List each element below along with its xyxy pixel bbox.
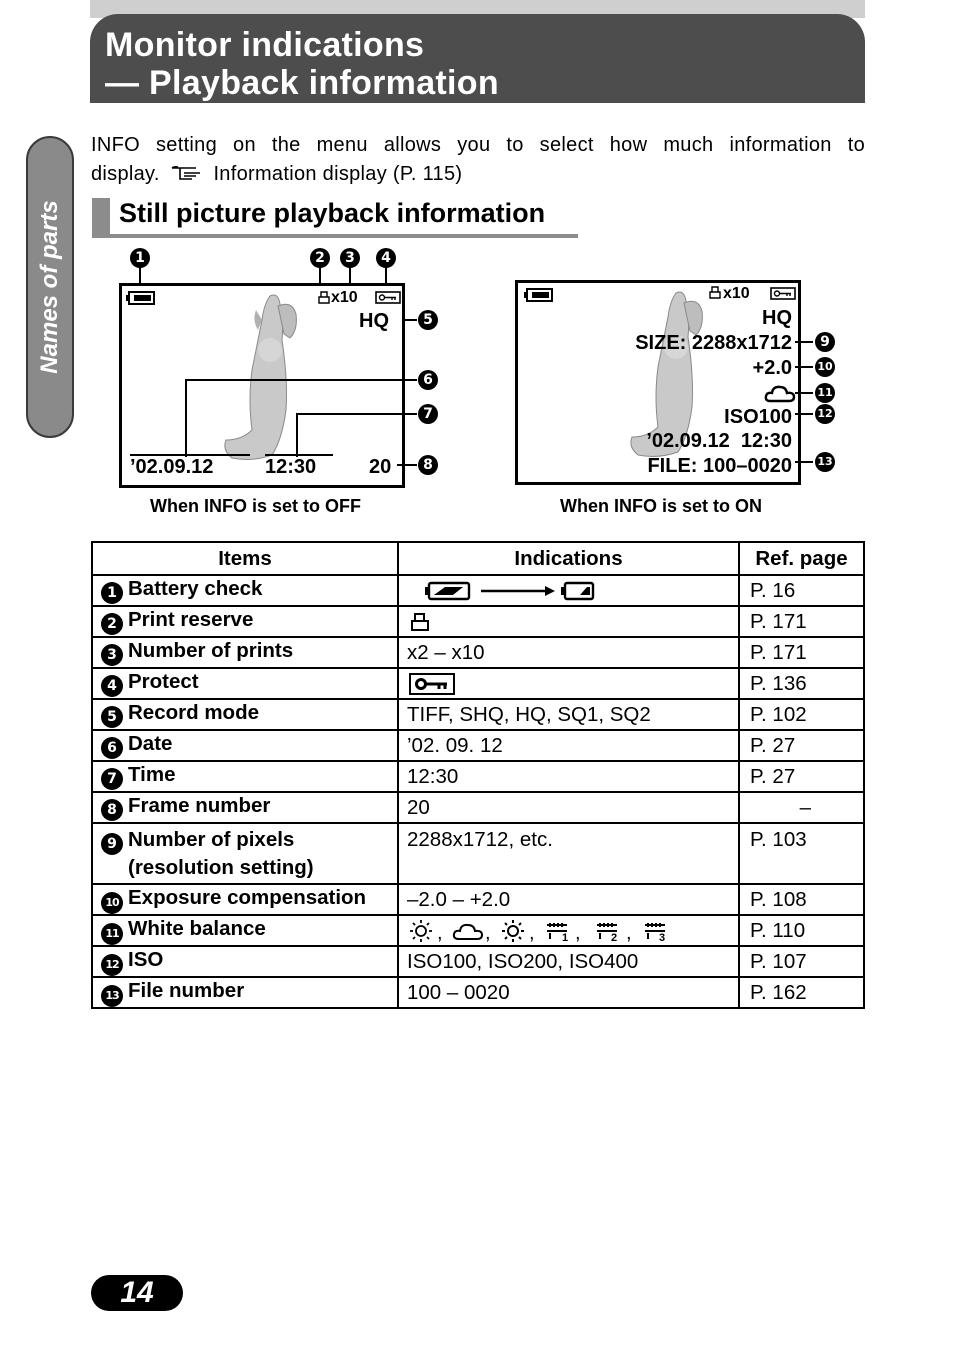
frame-number: 20: [369, 456, 392, 478]
datetime-readout: ’02.09.12 12:30: [646, 430, 792, 452]
page-title-line2: — Playback information: [105, 64, 499, 102]
table-row: [92, 575, 864, 606]
row-indication: 100 – 0020: [398, 977, 739, 1008]
row-ref: P. 171: [739, 637, 864, 668]
row-indication: 20: [398, 792, 739, 823]
row-number: 11: [101, 923, 123, 945]
callout-3: 3: [340, 248, 360, 268]
svg-text:1: 1: [562, 931, 569, 943]
row-indication: 2288x1712, etc.: [398, 823, 739, 884]
callout-8: 8: [418, 455, 438, 475]
sun-icon: [502, 920, 524, 942]
row-indication: TIFF, SHQ, HQ, SQ1, SQ2: [398, 699, 739, 730]
date: ’02.09.12: [130, 456, 214, 478]
print-icon: [409, 611, 431, 633]
header-ref-page: Ref. page: [739, 542, 864, 575]
table-row: [92, 699, 864, 730]
callout-13: 13: [815, 452, 835, 472]
exposure-readout: +2.0: [752, 357, 792, 379]
row-item: Frame number: [128, 794, 271, 817]
table-row: [92, 884, 864, 915]
row-item: Time: [128, 763, 176, 786]
row-item: Protect: [128, 670, 199, 693]
row-item: File number: [128, 978, 245, 1002]
print-count: x10: [331, 289, 358, 306]
page-title-line1: Monitor indications: [105, 26, 425, 64]
white-balance-indication: [398, 915, 739, 946]
record-mode: HQ: [762, 307, 792, 329]
callout-4: 4: [376, 248, 396, 268]
table-row: [92, 946, 864, 977]
svg-text:,: ,: [575, 921, 581, 943]
callout-11: 11: [815, 383, 835, 403]
caption-info-on: When INFO is set to ON: [560, 496, 763, 516]
cloud-icon: [764, 383, 796, 405]
row-ref: P. 162: [739, 977, 864, 1008]
row-item: Battery check: [128, 577, 263, 600]
row-number: 9: [101, 833, 123, 855]
callout-10: 10: [815, 357, 835, 377]
table-row: [92, 637, 864, 668]
svg-text:,: ,: [437, 921, 443, 943]
row-ref: –: [739, 792, 864, 823]
row-number: 8: [101, 799, 123, 821]
row-ref: P. 110: [739, 915, 864, 946]
svg-text:2: 2: [611, 931, 618, 943]
section-marker: [92, 198, 110, 238]
row-indication: –2.0 – +2.0: [398, 884, 739, 915]
row-indication: x2 – x10: [398, 637, 739, 668]
svg-text:,: ,: [485, 921, 491, 943]
table-row: [92, 792, 864, 823]
row-item-line2: (resolution setting): [128, 856, 314, 879]
pointing-hand-icon: [170, 162, 204, 191]
indications-table: [91, 541, 865, 1009]
row-item: Number of prints: [128, 639, 294, 662]
callout-9: 9: [815, 332, 835, 352]
svg-text:,: ,: [626, 921, 632, 943]
svg-text:,: ,: [529, 921, 535, 943]
row-ref: P. 16: [739, 575, 864, 606]
row-ref: P. 102: [739, 699, 864, 730]
row-ref: P. 27: [739, 761, 864, 792]
header-indications: Indications: [398, 542, 739, 575]
row-number: 7: [101, 768, 123, 790]
row-ref: P. 27: [739, 730, 864, 761]
screen-info-on: [515, 280, 801, 485]
row-number: 2: [101, 613, 123, 635]
table-row: [92, 668, 864, 699]
row-number: 3: [101, 644, 123, 666]
row-ref: P. 136: [739, 668, 864, 699]
print-count: x10: [723, 285, 750, 302]
print-reserve-indication: [398, 606, 739, 637]
intro-line2: [91, 160, 462, 191]
size-readout: SIZE: 2288x1712: [635, 332, 792, 354]
section-title: Still picture playback information: [119, 198, 546, 228]
row-item: Print reserve: [128, 608, 254, 631]
row-number: 5: [101, 706, 123, 728]
row-indication: ’02. 09. 12: [398, 730, 739, 761]
battery-low-icon: [561, 583, 593, 599]
header-items: Items: [92, 542, 398, 575]
cloud-icon: [454, 925, 482, 939]
print-icon: [709, 286, 721, 300]
row-indication: 12:30: [398, 761, 739, 792]
row-item: Date: [128, 732, 173, 755]
battery-icon: [524, 288, 554, 302]
row-item: ISO: [128, 947, 164, 971]
fluorescent-3-icon: [645, 923, 665, 943]
callout-lines-off: [119, 245, 449, 485]
battery-indication: [398, 575, 739, 606]
callout-1: 1: [130, 248, 150, 268]
arrow-icon: [481, 586, 555, 596]
page-number: 14: [120, 1276, 154, 1309]
callout-7: 7: [418, 404, 438, 424]
table-row: [92, 606, 864, 637]
fluorescent-1-icon: [547, 923, 568, 943]
intro-display-text: display.: [91, 163, 160, 185]
row-item: Record mode: [128, 701, 259, 724]
row-number: 6: [101, 737, 123, 759]
auto-wb-icon: [410, 920, 432, 942]
row-ref: P. 108: [739, 884, 864, 915]
file-readout: FILE: 100–0020: [647, 455, 792, 477]
row-ref: P. 103: [739, 823, 864, 884]
table-header-row: [92, 542, 864, 575]
callout-2: 2: [310, 248, 330, 268]
callout-12: 12: [815, 404, 835, 424]
row-number: 10: [101, 892, 123, 914]
table-row: [92, 730, 864, 761]
caption-info-off: When INFO is set to OFF: [150, 496, 361, 516]
row-number: 12: [101, 954, 123, 976]
row-number: 13: [101, 985, 123, 1007]
iso-readout: ISO100: [724, 406, 792, 428]
row-number: 4: [101, 675, 123, 697]
row-item: Exposure compensation: [128, 885, 367, 909]
table-row: [92, 977, 864, 1008]
protect-indication: [398, 668, 739, 699]
svg-text:3: 3: [659, 931, 666, 943]
table-row: [92, 761, 864, 792]
row-ref: P. 171: [739, 606, 864, 637]
battery-full-icon: [425, 583, 469, 599]
callout-6: 6: [418, 370, 438, 390]
table-row: [92, 915, 864, 946]
row-item: White balance: [128, 916, 266, 940]
side-tab-label: Names of parts: [36, 200, 63, 374]
time: 12:30: [265, 456, 317, 478]
intro-reference-text: Information display (P. 115): [213, 163, 463, 185]
table-row: [92, 823, 864, 884]
record-mode: HQ: [359, 310, 389, 332]
intro-line1: INFO setting on the menu allows you to select how much information to: [91, 134, 865, 156]
protect-icon: [409, 673, 455, 695]
fluorescent-2-icon: [597, 923, 617, 943]
section-underline: [92, 234, 578, 238]
callout-5: 5: [418, 310, 438, 330]
row-ref: P. 107: [739, 946, 864, 977]
row-indication: ISO100, ISO200, ISO400: [398, 946, 739, 977]
row-number: 1: [101, 582, 123, 604]
row-item: Number of pixels: [128, 828, 295, 851]
protect-icon: [770, 287, 796, 300]
